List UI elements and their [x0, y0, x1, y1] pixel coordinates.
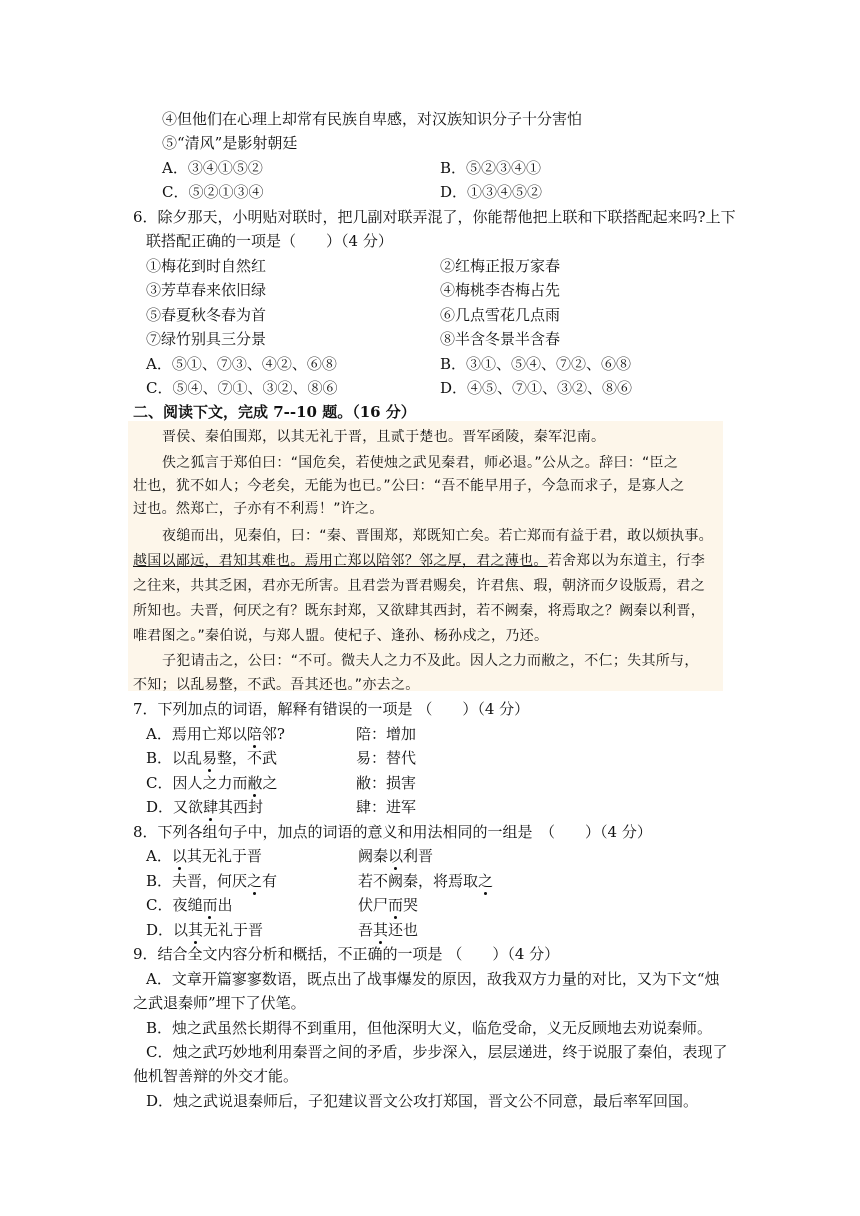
- q8-c-pre: C．夜缒: [146, 896, 203, 914]
- q8-stem: 8．下列各组句子中，加点的词语的意义和用法相同的一组是 （ ）（4 分）: [133, 823, 652, 841]
- q7-option-d: [146, 797, 263, 817]
- q7-b-explanation: 易：替代: [356, 749, 417, 767]
- q8-option-c-right: [358, 895, 418, 915]
- passage-p3-line2: [133, 551, 705, 571]
- q8-d-post: 无礼于晋: [203, 921, 264, 939]
- q8-d-pre: D．以: [146, 921, 189, 939]
- passage-p3-line4: 所知也。夫晋，何厌之有？既东封郑，又欲肆其西封，若不阙秦，将焉取之？阙秦以利晋，: [133, 603, 705, 619]
- q8-option-b-right: [358, 871, 493, 891]
- q6-couplet-6: ⑥几点雪花几点雨: [440, 306, 561, 324]
- q8-b-dotted: 之: [247, 872, 263, 890]
- q5-option-c: C．⑤②①③④: [162, 183, 264, 201]
- q8-option-d-left: [146, 920, 263, 940]
- passage-p3-line2-rest: 若舍郑以为东道主，行李: [547, 553, 706, 569]
- q7-a-pre: A．焉用亡郑以: [146, 725, 247, 743]
- q9-option-d: D．烛之武说退秦师后，子犯建议晋文公攻打郑国，晋文公不同意，最后率军回国。: [146, 1092, 699, 1110]
- q8-d-r-pre: 吾: [358, 921, 374, 939]
- passage-p3-line3: 之往来，共其乏困，君亦无所害。且君尝为晋君赐矣，许君焦、瑕，朝济而夕设版焉，君之: [133, 578, 705, 594]
- q9-option-a-line1: A．文章开篇寥寥数语，既点出了战事爆发的原因，敌我双方力量的对比，又为下文“烛: [146, 970, 720, 988]
- q7-option-a: [146, 724, 285, 744]
- q7-d-post: 其西封: [218, 798, 264, 816]
- q6-couplet-1: ①梅花到时自然红: [146, 257, 267, 275]
- passage-p2-line1: 佚之狐言于郑伯曰：“国危矣，若使烛之武见秦君，师必退。”公从之。辞曰：“臣之: [162, 455, 679, 471]
- q8-c-post: 出: [217, 896, 233, 914]
- passage-p3-line5: 唯君图之。”秦伯说，与郑人盟。使杞子、逢孙、杨孙戍之，乃还。: [133, 628, 549, 644]
- q7-d-pre: D．又欲: [146, 798, 204, 816]
- q8-c-dotted: 而: [202, 896, 218, 914]
- q8-b-r-dotted: 之: [478, 872, 494, 890]
- q8-d-dotted: 其: [188, 921, 204, 939]
- q6-option-b: B．③①、⑤④、⑦②、⑥⑧: [440, 355, 632, 373]
- q8-a-r-dotted: 以: [388, 847, 404, 865]
- q6-option-a: A．⑤①、⑦③、④②、⑥⑧: [146, 355, 337, 373]
- q8-d-r-dotted: 其: [373, 921, 389, 939]
- q8-b-r-pre: 若不阙秦，将焉取: [358, 872, 479, 890]
- q5-option-d: D．①③④⑤②: [440, 183, 543, 201]
- q7-b-dotted: 易: [202, 749, 218, 767]
- passage-p3-line1: 夜缒而出，见秦伯，曰：“秦、晋围郑，郑既知亡矣。若亡郑而有益于君，敢以烦执事。: [162, 528, 713, 544]
- q8-c-r-post: 哭: [403, 896, 419, 914]
- q7-b-pre: B．以乱: [146, 749, 203, 767]
- q9-option-c-line2: 他机智善辩的外交才能。: [133, 1067, 299, 1085]
- q7-a-explanation: 陪：增加: [356, 725, 417, 743]
- q8-option-d-right: [358, 920, 418, 940]
- q7-c-dotted: 敝: [247, 774, 263, 792]
- q7-b-post: 整，不武: [217, 749, 278, 767]
- passage-p4-line1: 子犯请击之，公曰：“不可。微夫人之力不及此。因人之力而敝之，不仁；失其所与，: [162, 653, 699, 669]
- q7-option-b: [146, 748, 277, 768]
- q8-b-pre: B．夫晋，何厌: [146, 872, 248, 890]
- passage-p4-line2: 不知；以乱易整，不武。吾其还也。”亦去之。: [133, 677, 420, 693]
- q8-a-r-post: 利晋: [403, 847, 434, 865]
- q8-a-dotted: 以: [171, 847, 187, 865]
- passage-p2-line2: 壮也，犹不如人；今老矣，无能为也已。”公曰：“吾不能早用子，今急而求子，是寡人之: [133, 478, 685, 494]
- q7-c-pre: C．因人之力而: [146, 774, 248, 792]
- q7-d-dotted: 肆: [203, 798, 219, 816]
- q8-c-r-dotted: 而: [388, 896, 404, 914]
- q7-a-post: 邻?: [261, 725, 285, 743]
- q6-option-c: C．⑤④、⑦①、③②、⑧⑥: [146, 379, 338, 397]
- q8-a-r-pre: 阙秦: [358, 847, 389, 865]
- q5-option-b: B．⑤②③④①: [440, 159, 542, 177]
- q8-c-r-pre: 伏尸: [358, 896, 389, 914]
- q6-couplet-4: ④梅桃李杏梅占先: [440, 281, 561, 299]
- q6-couplet-3: ③芳草春来依旧绿: [146, 281, 267, 299]
- q6-stem-line2: 联搭配正确的一项是（ ）（4 分）: [146, 232, 393, 250]
- passage-p1: 晋侯、秦伯围郑，以其无礼于晋，且贰于楚也。晋军函陵，秦军氾南。: [162, 429, 606, 445]
- q9-option-c-line1: C．烛之武巧妙地利用秦晋之间的矛盾，步步深入，层层递进，终于说服了秦伯，表现了: [146, 1043, 728, 1061]
- q7-d-explanation: 肆：进军: [356, 798, 417, 816]
- q8-a-pre: A．: [146, 847, 172, 865]
- q8-option-a-left: [146, 846, 262, 866]
- section-2-heading: 二、阅读下文，完成 7--10 题。（16 分）: [133, 403, 416, 421]
- q9-stem: 9．结合全文内容分析和概括，不正确的一项是 （ ）（4 分）: [133, 945, 560, 963]
- q7-c-post: 之: [262, 774, 278, 792]
- q8-option-b-left: [146, 871, 277, 891]
- q7-option-c: [146, 773, 278, 793]
- q7-a-dotted: 陪: [246, 725, 262, 743]
- q9-option-a-line2: 之武退秦师”埋下了伏笔。: [133, 994, 306, 1012]
- q5-option-a: A．③④①⑤②: [162, 159, 263, 177]
- q5-item-4: ④但他们在心理上却常有民族自卑感，对汉族知识分子十分害怕: [162, 110, 583, 128]
- q6-couplet-7: ⑦绿竹别具三分景: [146, 330, 267, 348]
- q6-stem-line1: 6．除夕那天，小明贴对联时，把几副对联弄混了，你能帮他把上联和下联搭配起来吗?上下: [133, 208, 736, 226]
- q5-item-5: ⑤“清风”是影射朝廷: [162, 134, 298, 152]
- q6-couplet-8: ⑧半含冬景半含春: [440, 330, 561, 348]
- passage-p2-line3: 过也。然郑亡，子亦有不利焉！”许之。: [133, 501, 384, 517]
- q6-couplet-5: ⑤春夏秋冬春为首: [146, 306, 267, 324]
- q6-option-d: D．④⑤、⑦①、③②、⑧⑥: [440, 379, 633, 397]
- q9-option-b: B．烛之武虽然长期得不到重用，但他深明大义，临危受命，义无反顾地去劝说秦师。: [146, 1019, 713, 1037]
- q8-d-r-post: 还也: [388, 921, 419, 939]
- q8-b-post: 有: [262, 872, 278, 890]
- underlined-sentence: 越国以鄙远，君知其难也。焉用亡郑以陪邻？邻之厚，君之薄也。: [133, 553, 548, 569]
- q8-a-post: 其无礼于晋: [186, 847, 262, 865]
- q8-option-a-right: [358, 846, 433, 866]
- q8-option-c-left: [146, 895, 233, 915]
- q7-stem: 7．下列加点的词语，解释有错误的一项是 （ ）（4 分）: [133, 700, 530, 718]
- q6-couplet-2: ②红梅正报万家春: [440, 257, 561, 275]
- q7-c-explanation: 敝：损害: [356, 774, 417, 792]
